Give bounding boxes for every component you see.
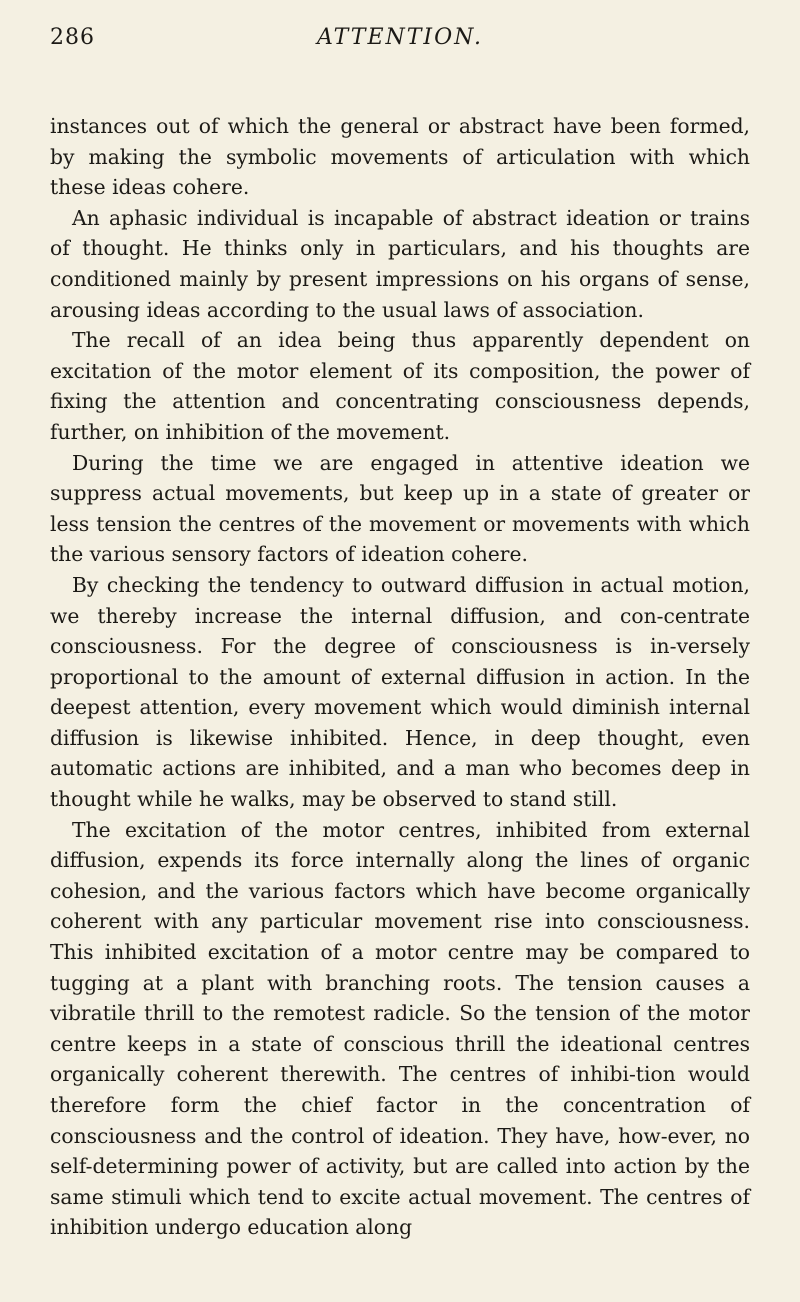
page-header: [50, 25, 750, 61]
paragraph-3: The recall of an idea being thus apparently dependent on excitation of the motor element of its composition, the power of fixing the attention and concentrating consciousness depends, further, on inhibition of the movement.: [50, 328, 750, 444]
running-head: ATTENTION.: [317, 25, 483, 50]
paragraph-6: The excitation of the motor centres, inhibited from external diffusion, expends its force internally along the lines of organic cohesion, and the various factors which have become organically coherent with any particular movement rise into consciousness. This inhibited excitation of a motor centre may be compared to tugging at a plant with branching roots. The tension causes a vibratile thrill to the remotest radicle. So the tension of the motor centre keeps in a state of conscious thrill the ideational centres organically coherent therewith. The centres of inhibi-tion would therefore form the chief factor in the concentration of consciousness and the control of ideation. They have, how-ever, no self-determining power of activity, but are called into action by the same stimuli which tend to excite actual movement. The centres of inhibition undergo education along: [50, 817, 750, 1240]
page-number: 286: [50, 25, 95, 50]
book-page: [50, 25, 750, 1243]
paragraph-4: During the time we are engaged in attentive ideation we suppress actual movements, but keep up in a state of greater or less tension the centres of the movement or movements with which the various sensory factors of ideation cohere.: [50, 450, 750, 567]
paragraph-5: By checking the tendency to outward diffusion in actual motion, we thereby increase the internal diffusion, and con-centrate consciousness. For the degree of consciousness is in-versely proportional to the amount of external diffusion in action. In the deepest attention, every movement which would diminish internal diffusion is likewise inhibited. Hence, in deep thought, even automatic actions are inhibited, and a man who becomes deep in thought while he walks, may be observed to stand still.: [50, 572, 750, 812]
body-text: [50, 111, 750, 1243]
paragraph-1: instances out of which the general or abstract have been formed, by making the symbolic movements of articulation with which these ideas cohere.: [50, 114, 750, 200]
paragraph-2: An aphasic individual is incapable of abstract ideation or trains of thought. He thinks only in particulars, and his thoughts are conditioned mainly by present impressions on his organs of sense, arousing ideas according to the usual laws of association.: [50, 205, 750, 322]
